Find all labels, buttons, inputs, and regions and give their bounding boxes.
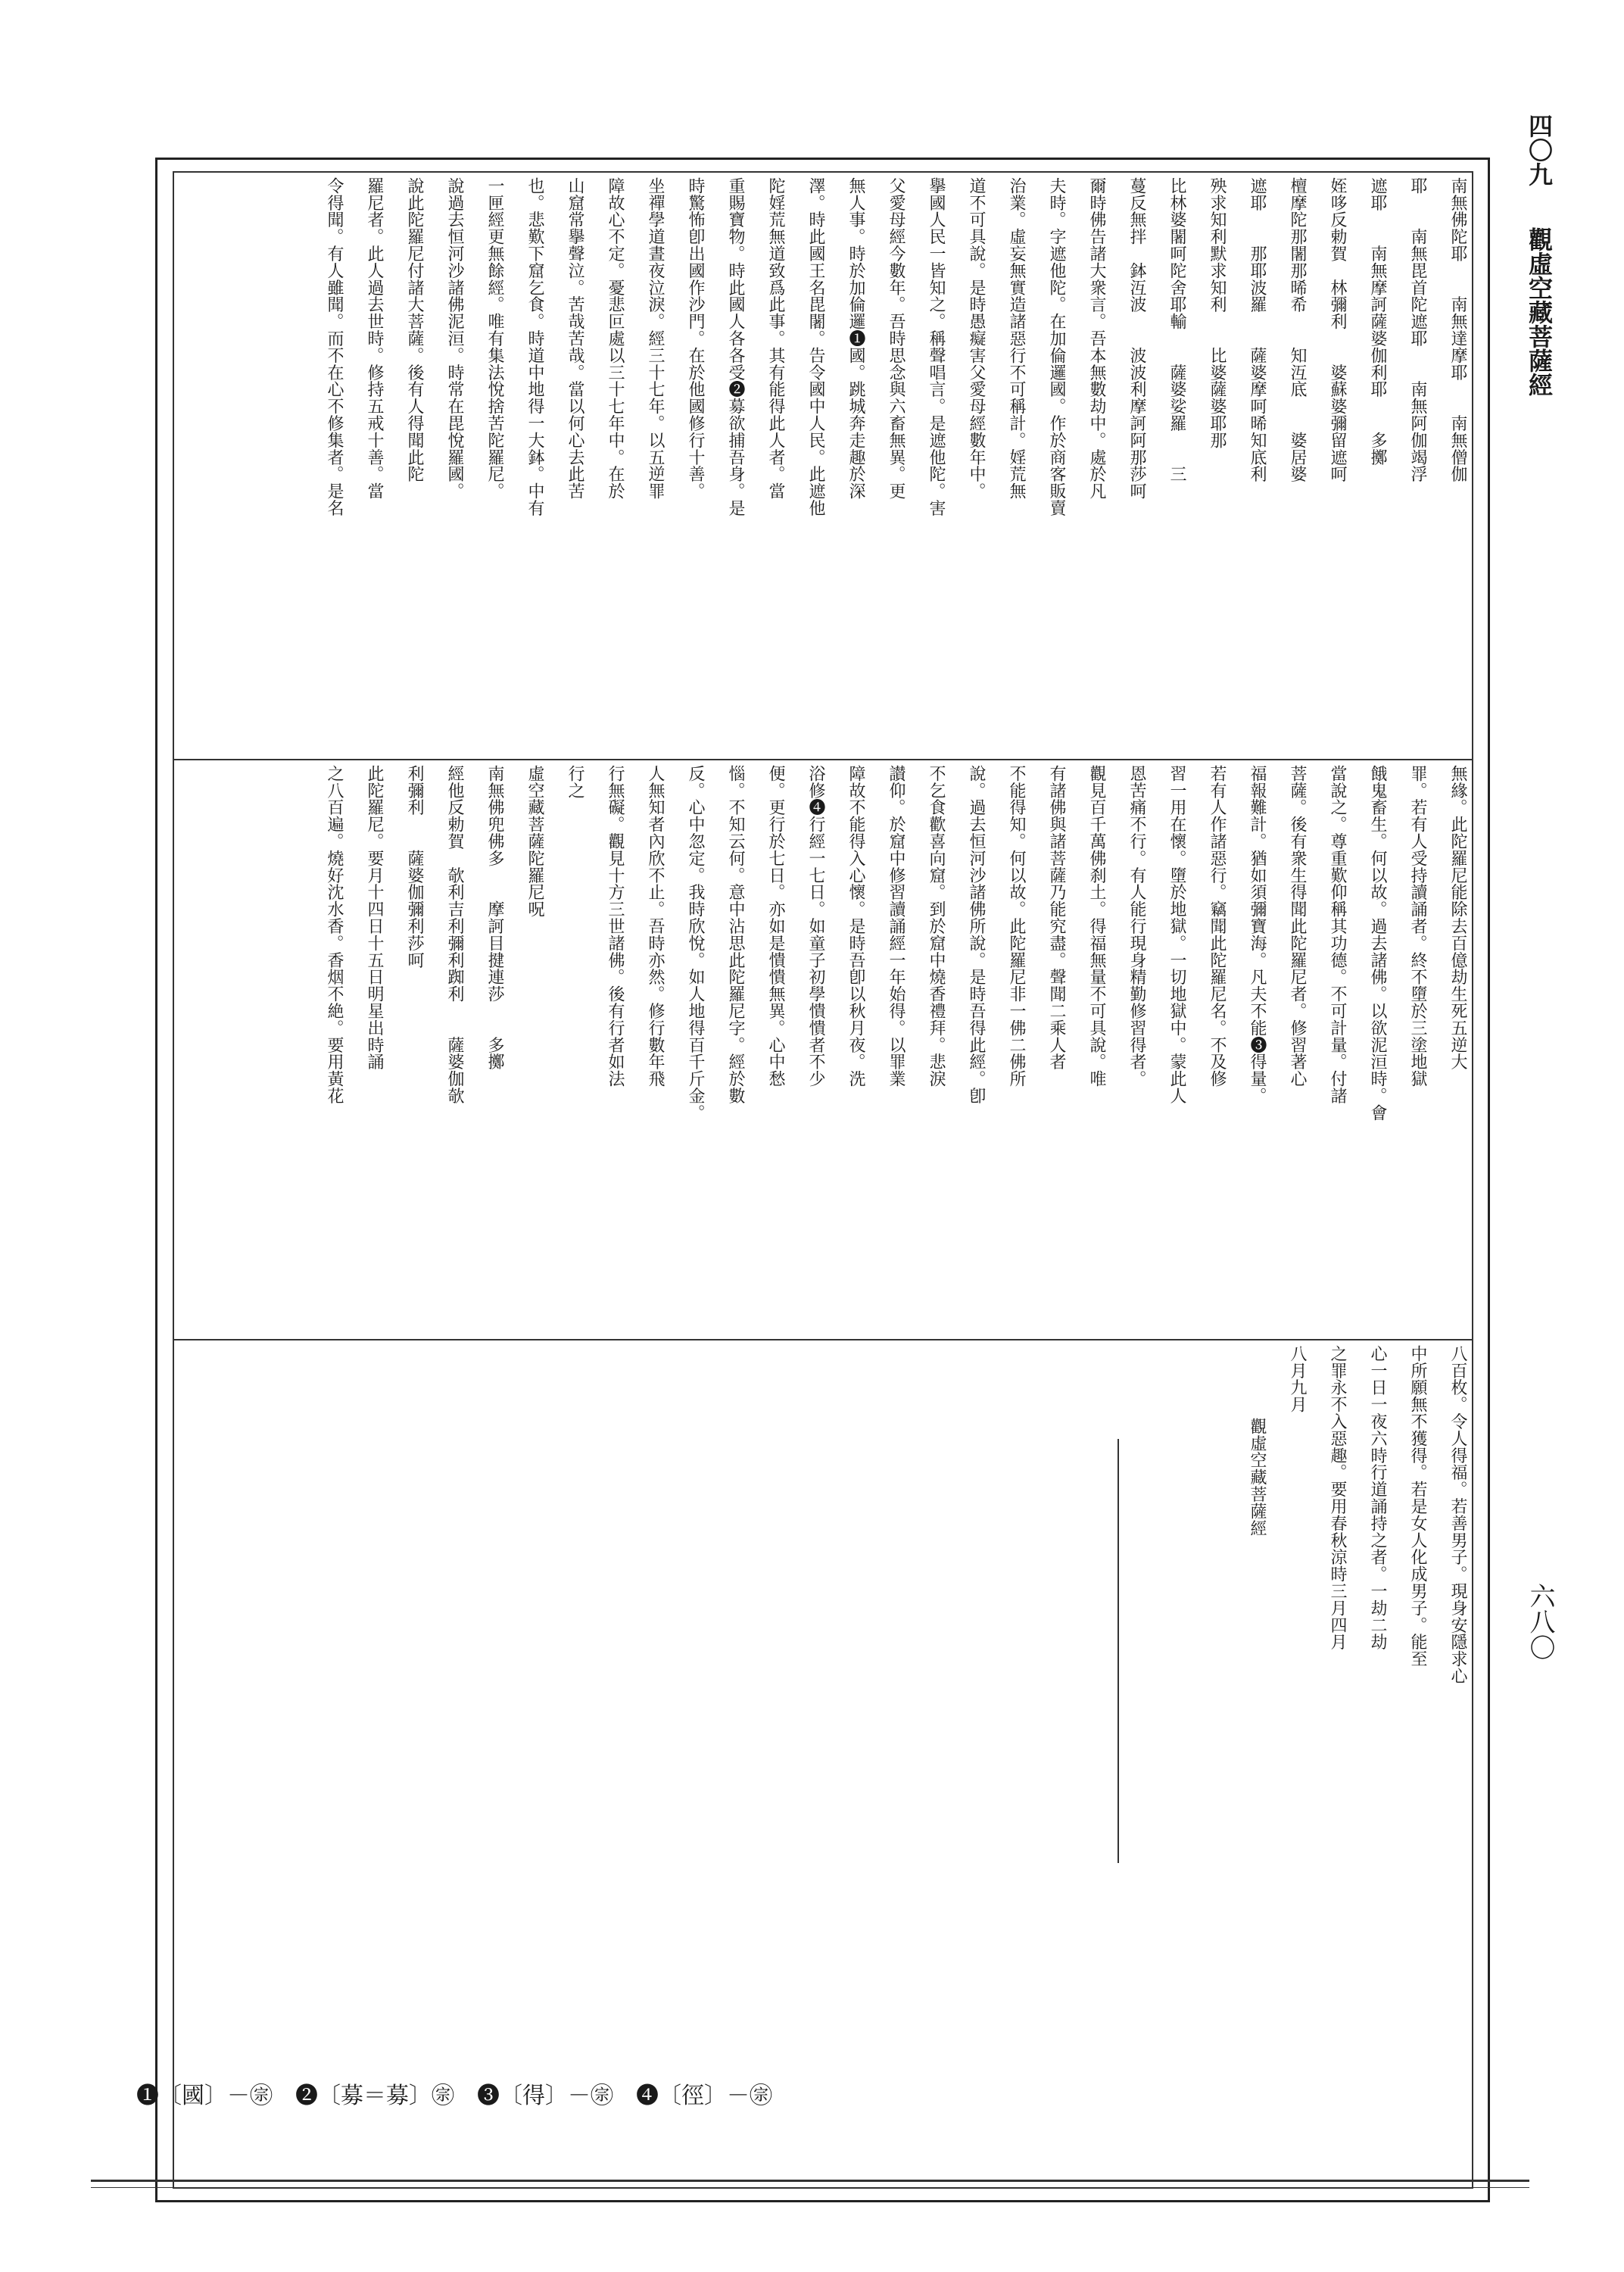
text-column: 有諸佛與諸菩薩乃能究盡。聲聞二乘人者 [1047, 765, 1066, 1071]
text-column: 讃仰。於窟中修習讀誦經一年始得。以罪業 [887, 765, 906, 1088]
text-column: 不乞食歡喜向窟。到於窟中燒香禮拜。悲淚 [927, 765, 946, 1088]
text-column: 不能得知。何以故。此陀羅尼非一佛二佛所 [1007, 765, 1026, 1088]
text-column: 說過去恒河沙諸佛泥洹。時常在毘悅羅國。 [445, 177, 464, 500]
text-column: 菩薩。後有衆生得聞此陀羅尼者。修習著心 [1288, 765, 1307, 1088]
text-column: 中所願無不獲得。若是女人化成男子。能至 [1408, 1345, 1427, 1668]
text-column: 行無礙。觀見十方三世諸佛。後有行者如法 [606, 765, 625, 1088]
end-of-text-rule [1117, 1439, 1119, 1863]
text-column: 習一用在懷。墮於地獄。一切地獄中。蒙此人 [1167, 765, 1186, 1104]
text-column: 擧國人民一皆知之。稱聲唱言。是遮他陀。害 [927, 177, 946, 517]
text-column: 姪哆反勅賀 林彌利 婆蘇婆彌留遮呵 [1328, 177, 1347, 483]
page-number: 六八〇 [1525, 1583, 1555, 1660]
text-column: 此陀羅尼。要月十四日十五日明星出時誦 [365, 765, 384, 1071]
text-column: 陀婬荒無道致爲此事。其有能得此人者。當 [766, 177, 785, 500]
text-column: 心一日一夜六時行道誦持之者。一劫二劫 [1368, 1345, 1387, 1651]
text-column: 遮耶 那耶波羅 薩婆摩呵晞知底利 [1248, 177, 1267, 483]
text-column: 障故心不定。憂悲叵處以三十七年中。在於 [606, 177, 625, 500]
upper-register [179, 177, 1466, 753]
text-column: 說。過去恒河沙諸佛所說。是時吾得此經。卽 [967, 765, 986, 1104]
text-column: 人無知者內欣不止。吾時亦然。修行數年飛 [646, 765, 665, 1088]
text-column: 便。更行於七日。亦如是憒憒無異。心中愁 [766, 765, 785, 1088]
text-column: 之罪永不入惡趣。要用春秋涼時三月四月 [1328, 1345, 1347, 1651]
text-column: 蔓反無拌 鉢沍波 波波利摩訶阿那莎呵 [1127, 177, 1146, 500]
text-column: 無人事。時於加倫邏❶國。跳城奔走趣於深 [846, 177, 865, 500]
text-column: 之八百遍。燒好沈水香。香烟不絶。要用黃花 [325, 765, 344, 1104]
page-id-label: 四〇九 [1525, 114, 1554, 186]
text-column: 八月九月 [1288, 1345, 1307, 1413]
text-column: 一匣經更無餘經。唯有集法悅捨苦陀羅尼。 [485, 177, 504, 500]
text-column: 經他反勅賀 欹利吉利彌利踟利 薩婆伽欹 [445, 765, 464, 1104]
text-column: 南無佛陀耶 南無達摩耶 南無僧伽 [1448, 177, 1467, 483]
text-column: 重賜寶物。時此國人各各受❷募欲捕吾身。是 [726, 177, 745, 517]
text-column: 澤。時此國王名毘闍。告令國中人民。此遮他 [806, 177, 825, 517]
text-column: 觀見百千萬佛刹土。得福無量不可具說。唯 [1087, 765, 1106, 1088]
register-divider-2 [173, 1339, 1473, 1340]
text-column: 父愛母經今數年。吾時思念與六畜無異。更 [887, 177, 906, 500]
text-column: 反。心中忽定。我時欣悅。如人地得百千斤金。 [686, 765, 705, 1122]
text-column: 治業。虛妄無實造諸惡行不可稱計。婬荒無 [1007, 177, 1026, 500]
text-column: 八百枚。令人得福。若善男子。現身安隱求心 [1448, 1345, 1467, 1684]
text-column: 比林婆闍呵陀舍耶輸 薩婆娑羅 三 [1167, 177, 1186, 483]
text-column: 若有人作諸惡行。竊聞此陀羅尼名。不及修 [1208, 765, 1227, 1088]
text-column: 障故不能得入心懷。是時吾卽以秋月夜。洗 [846, 765, 865, 1088]
bottom-rule-2 [91, 2187, 1529, 2188]
text-column: 浴修❹行經一七日。如童子初學憒憒者不少 [806, 765, 825, 1088]
register-divider-1 [173, 759, 1473, 760]
running-title: 觀虛空藏菩薩經 [1525, 227, 1554, 397]
text-column: 道不可具說。是時愚癡害父愛母經數年中。 [967, 177, 986, 500]
text-column: 罪。若有人受持讀誦者。終不墮於三塗地獄 [1408, 765, 1427, 1088]
text-column: 夫時。字遮他陀。在加倫邏國。作於商客販賣 [1047, 177, 1066, 517]
text-column: 檀摩陀那闍那晞希 知沍底 婆居婆 [1288, 177, 1307, 483]
text-column: 行之 [566, 765, 584, 799]
text-column: 也。悲歎下窟乞食。時道中地得一大鉢。中有 [525, 177, 544, 517]
text-column: 耶 南無毘首陀遮耶 南無阿伽竭浮 [1408, 177, 1427, 483]
text-column: 令得聞。有人雖聞。而不在心不修集者。是名 [325, 177, 344, 517]
text-column: 利彌利 薩婆伽彌利莎呵 [405, 765, 424, 969]
text-column: 福報難計。猶如須彌寶海。凡夫不能❸得量。 [1248, 765, 1267, 1104]
text-column: 恩苦痛不行。有人能行現身精勤修習得者。 [1127, 765, 1146, 1088]
text-column: 惱。不知云何。意中沾思此陀羅尼字。經於數 [726, 765, 745, 1104]
text-column: 遮耶 南無摩訶薩婆伽利耶 多擲 [1368, 177, 1387, 466]
text-column: 殃求知利默求知利 比婆薩婆耶那 [1208, 177, 1227, 449]
text-column: 當說之。尊重歎仰稱其功德。不可計量。付諸 [1328, 765, 1347, 1104]
end-title: 觀虛空藏菩薩經 [1248, 1418, 1267, 1537]
text-column: 山窟常擧聲泣。苦哉苦哉。當以何心去此苦 [566, 177, 584, 500]
text-column: 南無佛兜佛多 摩訶目揵連莎 多擲 [485, 765, 504, 1071]
lower-register [1136, 1345, 1466, 1921]
text-column: 時驚怖卽出國作沙門。在於他國修行十善。 [686, 177, 705, 500]
text-column: 說此陀羅尼付諸大菩薩。後有人得聞此陀 [405, 177, 424, 483]
text-column: 坐禪學道晝夜泣淚。經三十七年。以五逆罪 [646, 177, 665, 500]
text-column: 餓鬼畜生。何以故。過去諸佛。以欲泥洹時。會 [1368, 765, 1387, 1122]
text-column: 羅尼者。此人過去世時。修持五戒十善。當 [365, 177, 384, 500]
text-column: 爾時佛告諸大衆言。吾本無數劫中。處於凡 [1087, 177, 1106, 500]
text-column: 虛空藏菩薩陀羅尼呪 [525, 765, 544, 918]
text-column: 無緣。此陀羅尼能除去百億劫生死五逆大 [1448, 765, 1467, 1071]
middle-register [179, 765, 1466, 1333]
bottom-rule-1 [91, 2180, 1529, 2182]
footnotes: ❶〔國〕－㊪ ❷〔募＝募〕㊪ ❸〔得〕－㊪ ❹〔徑〕－㊪ [136, 2083, 772, 2109]
